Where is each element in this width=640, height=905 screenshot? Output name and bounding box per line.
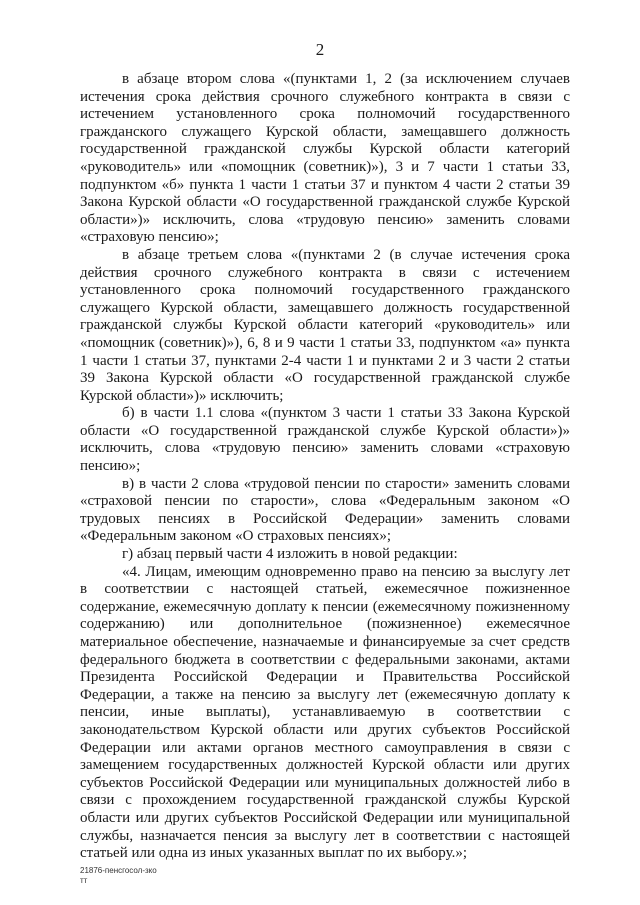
footer-initials: тт (80, 876, 88, 885)
footer-code: 21876-пенсгосол-зко (80, 866, 157, 875)
paragraph-5: г) абзац первый части 4 изложить в новой редакции: (122, 546, 458, 563)
paragraph-6: «4. Лицам, имеющим одновременно право на пенсию за выслугу лет в соответствии с настоящей статьей, ежемесячное пожизненное содержание, ежемесячную доплату к пенсии (ежемесячному пожизненному содержанию) или дополнительное (пожизненное) ежемесячное материальное обеспечение, назначаемые и финансируемые за счет средств федерального бюджета в соответствии с федеральными законами, актами Президента Российской Федерации и Правительства Российской Федерации, а также на пенсию за выслугу лет (ежемесячную доплату к пенсии, иные выплаты), устанавливаемую в соответствии с законодательством Курской области или других субъектов Российской Федерации или актами органов местного самоуправления в связи с замещением государственных должностей Курской области или других субъектов Российской Федерации или муниципальных должностей либо в связи с прохождением государственной гражданской службы Курской области или других субъектов Российской Федерации или муниципальной службы, назначается пенсия за выслугу лет в соответствии с настоящей статьей или одна из иных указанных выплат по их выбору.»; (80, 563, 570, 862)
footer (80, 866, 157, 886)
page-number: 2 (315, 40, 325, 59)
paragraph-3: б) в части 1.1 слова «(пунктом 3 части 1 статьи 33 Закона Курской области «О государственной гражданской службе Курской области»)» исключить, слова «трудовую пенсию» заменить словами «страховую пенсию»; (80, 405, 570, 475)
paragraph-4: в) в части 2 слова «трудовой пенсии по старости» заменить словами «страховой пенсии по старости», слова «Федеральным законом «О трудовых пенсиях в Российской Федерации» заменить словами «Федеральным законом «О страховых пенсиях»; (80, 475, 570, 545)
document-body (80, 71, 570, 863)
paragraph-1: в абзаце втором слова «(пунктами 1, 2 (за исключением случаев истечения срока действия срочного служебного контракта в связи с истечением установленного срока полномочий государственного гражданского служащего Курской области, замещавшего должность государственной гражданской службы Курской области категорий «руководитель» или «помощник (советник)»), 3 и 7 части 1 статьи 33, подпунктом «б» пункта 1 части 1 статьи 37 и пунктом 4 части 2 статьи 39 Закона Курской области «О государственной гражданской службе Курской области»)» исключить, слова «трудовую пенсию» заменить словами «страховую пенсию»; (80, 71, 570, 246)
paragraph-2: в абзаце третьем слова «(пунктами 2 (в случае истечения срока действия срочного служебного контракта в связи с истечением установленного срока полномочий государственного гражданского служащего Курской области, замещавшего должность государственной гражданской службы Курской области категорий «руководитель» или «помощник (советник)»), 6, 8 и 9 части 1 статьи 33, подпунктом «а» пункта 1 части 1 статьи 37, пунктами 2-4 части 1 и пунктами 2 и 3 части 2 статьи 39 Закона Курской области «О государственной гражданской службе Курской области»)» исключить; (80, 246, 570, 404)
